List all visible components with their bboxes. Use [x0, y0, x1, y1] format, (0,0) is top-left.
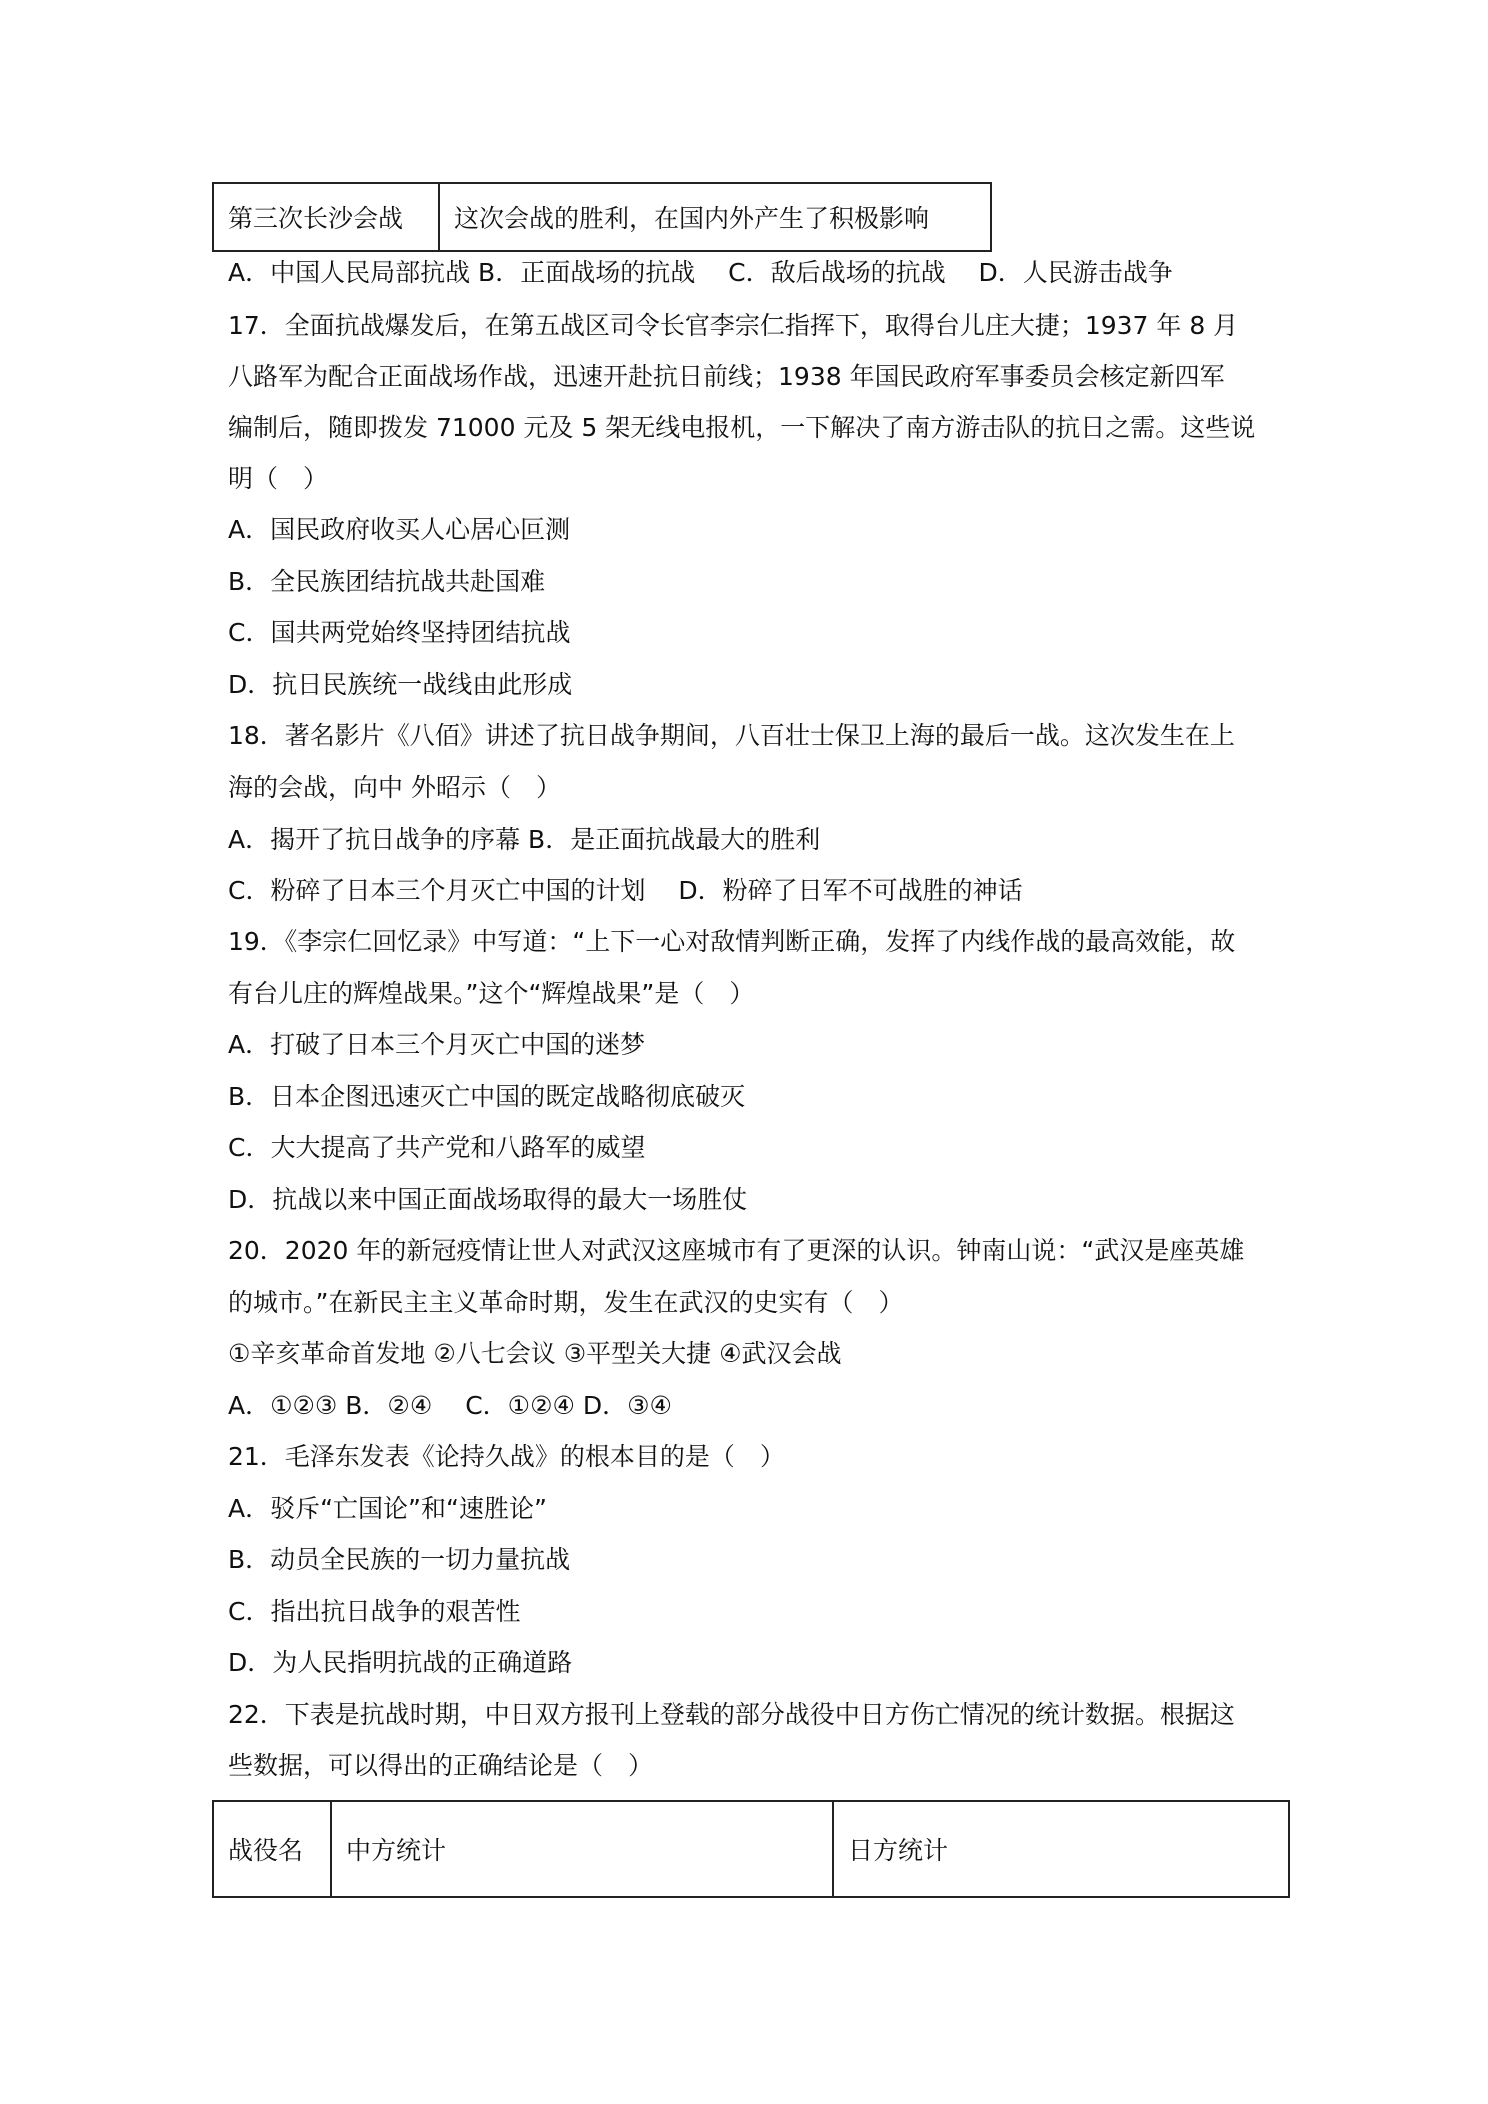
- text-line: B．动员全民族的一切力量抗战: [228, 1545, 571, 1574]
- text-line: C．大大提高了共产党和八路军的威望: [228, 1133, 646, 1162]
- text-line: 22．下表是抗战时期，中日双方报刊上登载的部分战役中日方伤亡情况的统计数据。根据这: [228, 1700, 1235, 1729]
- text-line: A．①②③ B．②④ C．①②④ D．③④: [228, 1391, 672, 1420]
- text-line: A．打破了日本三个月灭亡中国的迷梦: [228, 1030, 646, 1059]
- bottom-table: [212, 1800, 1290, 1898]
- text-line: A．驳斥“亡国论”和“速胜论”: [228, 1494, 547, 1523]
- text-line: 有台儿庄的辉煌战果。”这个“辉煌战果”是（ ）: [228, 979, 755, 1008]
- table-cell: 这次会战的胜利，在国内外产生了积极影响: [439, 183, 991, 251]
- text-line: 18．著名影片《八佰》讲述了抗日战争期间，八百壮士保卫上海的最后一战。这次发生在上: [228, 721, 1235, 750]
- text-line: B．全民族团结抗战共赴国难: [228, 567, 546, 596]
- text-line: D．抗战以来中国正面战场取得的最大一场胜仗: [228, 1185, 748, 1214]
- text-line: 海的会战，向中 外昭示（ ）: [228, 773, 561, 802]
- text-line: A．揭开了抗日战争的序幕 B．是正面抗战最大的胜利: [228, 825, 821, 854]
- text-line: 17．全面抗战爆发后，在第五战区司令长官李宗仁指挥下，取得台儿庄大捷；1937 年 8 月: [228, 311, 1239, 340]
- text-line: D．为人民指明抗战的正确道路: [228, 1648, 573, 1677]
- table-cell: 第三次长沙会战: [213, 183, 439, 251]
- table-header-cell: 战役名: [213, 1801, 331, 1897]
- text-line: C．粉碎了日本三个月灭亡中国的计划 D．粉碎了日军不可战胜的神话: [228, 876, 1023, 905]
- text-line: 些数据，可以得出的正确结论是（ ）: [228, 1751, 654, 1780]
- text-line: D．抗日民族统一战线由此形成: [228, 670, 573, 699]
- table-row: [213, 183, 991, 251]
- table-row: [213, 1801, 1289, 1897]
- text-line: C．国共两党始终坚持团结抗战: [228, 618, 571, 647]
- text-line: A．国民政府收买人心居心叵测: [228, 515, 571, 544]
- text-line: ①辛亥革命首发地 ②八七会议 ③平型关大捷 ④武汉会战: [228, 1339, 842, 1368]
- text-line: 编制后，随即拨发 71000 元及 5 架无线电报机，一下解决了南方游击队的抗日之需。这些说: [228, 413, 1256, 442]
- text-line: 明（ ）: [228, 464, 329, 493]
- text-line: 的城市。”在新民主主义革命时期，发生在武汉的史实有（ ）: [228, 1288, 904, 1317]
- table-header-cell: 日方统计: [833, 1801, 1289, 1897]
- table-header-cell: 中方统计: [331, 1801, 833, 1897]
- text-line: 21．毛泽东发表《论持久战》的根本目的是（ ）: [228, 1442, 785, 1471]
- text-line: 八路军为配合正面战场作战，迅速开赴抗日前线；1938 年国民政府军事委员会核定新四军: [228, 362, 1225, 391]
- text-line: 19．《李宗仁回忆录》中写道：“上下一心对敌情判断正确，发挥了内线作战的最高效能，故: [228, 927, 1236, 956]
- top-table: [212, 182, 992, 252]
- text-line: B．日本企图迅速灭亡中国的既定战略彻底破灭: [228, 1082, 746, 1111]
- text-line: C．指出抗日战争的艰苦性: [228, 1597, 521, 1626]
- text-line: 20．2020 年的新冠疫情让世人对武汉这座城市有了更深的认识。钟南山说：“武汉是座英雄: [228, 1236, 1245, 1265]
- text-line: A．中国人民局部抗战 B．正面战场的抗战 C．敌后战场的抗战 D．人民游击战争: [228, 258, 1173, 287]
